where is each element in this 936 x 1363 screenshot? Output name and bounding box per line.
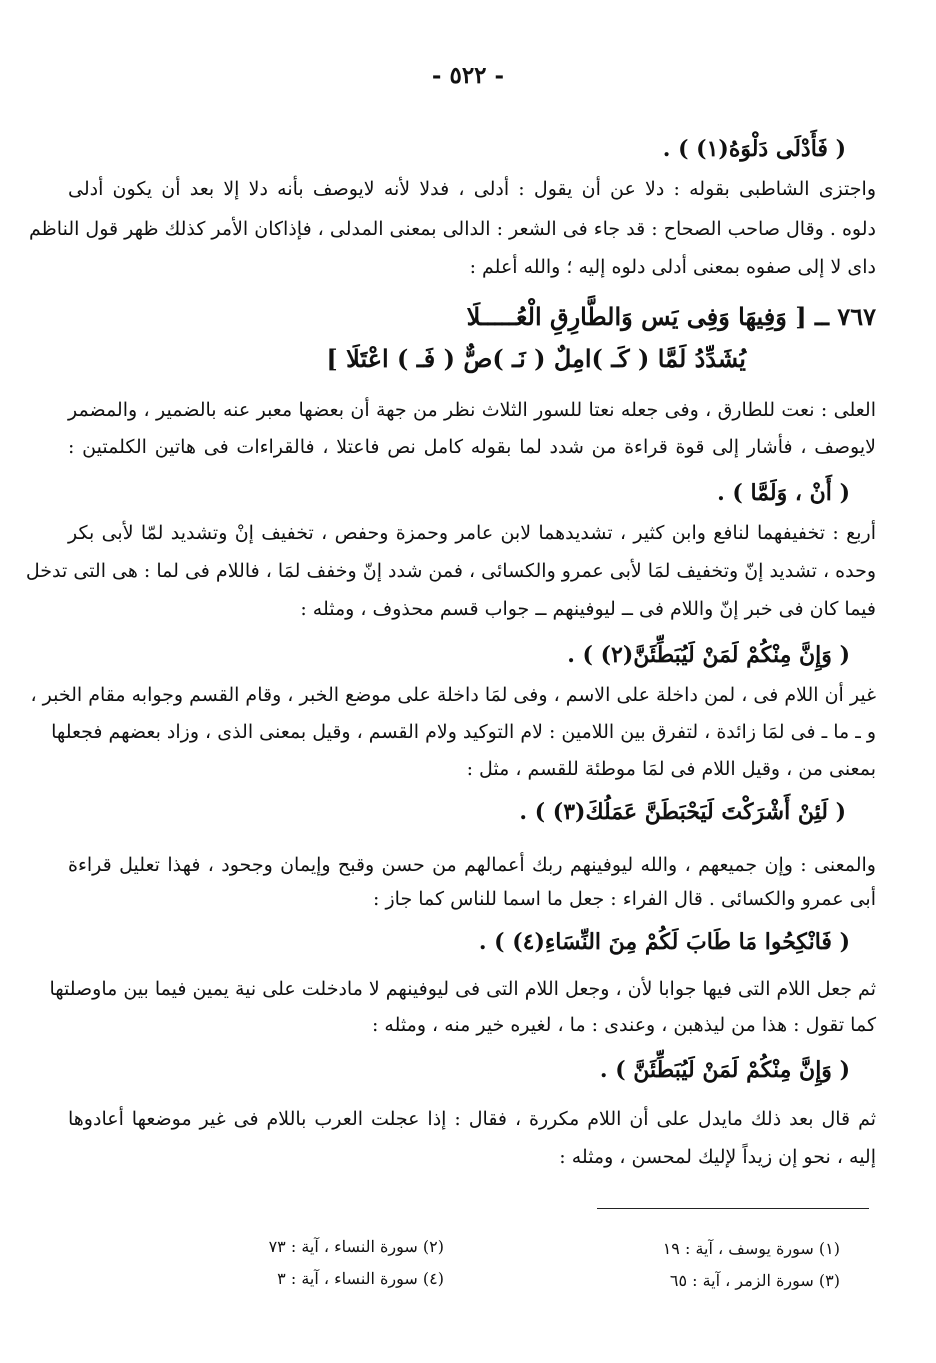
quran-quote: ( أَنْ ، وَلَمَّا ) . xyxy=(717,480,850,506)
paragraph-line: أربع : تخفيفهما لنافع وابن كثير ، تشديدهما لابن عامر وحمزة وحفص ، تخفيف إنْ وتشديد لمّا لأبى بكر xyxy=(68,522,876,544)
paragraph-line: ثم قال بعد ذلك مايدل على أن اللام مكررة ، فقال : إذا عجلت العرب باللام فى غير موضعها أعادوها xyxy=(68,1108,876,1130)
footnote-separator xyxy=(597,1208,869,1209)
footnote-2: (٢) سورة النساء ، آية : ٧٣ xyxy=(268,1237,444,1256)
paragraph-line: ثم جعل اللام التى فيها جوابا لأن ، وجعل اللام التى فى ليوفينهم لا مادخلت على نية يمين فيما بين ماوصلتها xyxy=(49,978,876,1000)
paragraph-line: دلوه . وقال صاحب الصحاح : قد جاء فى الشعر : الدالى بمعنى المدلى ، فإذاكان الأمر كذلك ظهر قول الناظم xyxy=(29,218,876,240)
paragraph-line: والمعنى : وإن جميعهم ، والله ليوفينهم ربك أعمالهم من حسن وقبح وإيمان وجحود ، فهذا تعليل قراءة xyxy=(68,854,876,876)
paragraph-line: فيما كان فى خبر إنّ واللام فى ــ ليوفينهم ــ جواب قسم محذوف ، ومثله : xyxy=(300,598,876,620)
paragraph-line: و ـ ما ـ فى لمَا زائدة ، لتفرق بين اللامين : لام التوكيد ولام القسم ، وقيل بمعنى الذى ، وزاد بعضهم فجعلها xyxy=(51,721,876,743)
paragraph-line: كما تقول : هذا من ليذهبن ، وعندى : ما ، لغيره خير منه ، ومثله : xyxy=(371,1014,876,1036)
poem-verse-line-2: يُشَدِّدُ لَمَّا ( كَـ )امِلٌ ( نَـ )صٌّ ( فَـ ) اعْتَلَا ] xyxy=(326,344,746,373)
paragraph-line: داى لا إلى صفوه بمعنى أدلى دلوه إليه ؛ والله أعلم : xyxy=(469,256,876,278)
paragraph-line: العلى : نعت للطارق ، وفى جعله نعتا للسور الثلاث نظر من جهة أن بعضها معبر عنه بالضمير ، والمضمر xyxy=(68,399,876,421)
footnote-3: (٣) سورة الزمر ، آية : ٦٥ xyxy=(669,1271,840,1290)
poem-verse-line-1: ٧٦٧ ــ [ وَفِيهَا وَفِى يَس وَالطَّارِقِ الْعُـــــلَا xyxy=(466,302,876,331)
page-number: - ٥٢٢ - xyxy=(431,62,505,89)
paragraph-line: وحده ، تشديد إنّ وتخفيف لمَا لأبى عمرو والكسائى ، فمن شدد إنّ وخفف لمَا ، فاللام فى لما : هى التى تدخل xyxy=(25,560,876,582)
paragraph-line: واجتزى الشاطبى بقوله : دلا عن أن يقول : أدلى ، فدلا لأنه لايوصف بأنه دلا إلا بعد أن يكون أدلى xyxy=(68,178,876,200)
paragraph-line: أبى عمرو والكسائى . قال الفراء : جعل ما اسما للناس كما جاز : xyxy=(373,888,876,910)
paragraph-line: غير أن اللام فى ، لمن داخلة على الاسم ، وفى لمَا داخلة على موضع الخبر ، وقام القسم وجوابه مقام الخبر ، xyxy=(30,684,876,706)
footnote-4: (٤) سورة النساء ، آية : ٣ xyxy=(277,1269,444,1288)
quran-quote: ( فَانْكِحُوا مَا طَابَ لَكُمْ مِنَ النِّسَاءِ(٤) ) . xyxy=(478,929,850,955)
quran-quote: ( فَأَدْلَى دَلْوَهُ(١) ) . xyxy=(662,136,846,162)
paragraph-line: إليه ، نحو إن زيداً لإليك لمحسن ، ومثله : xyxy=(559,1146,876,1168)
paragraph-line: بمعنى من ، وقيل اللام فى لمَا موطئة للقسم ، مثل : xyxy=(466,758,876,780)
quran-quote: ( وَإِنَّ مِنْكُمْ لَمَنْ لَيُبَطِّئَنَّ ) . xyxy=(599,1057,850,1083)
quran-quote: ( لَئِنْ أَشْرَكْتَ لَيَحْبَطَنَّ عَمَلُكَ(٣) ) . xyxy=(519,799,846,825)
footnote-1: (١) سورة يوسف ، آية : ١٩ xyxy=(662,1239,840,1258)
quran-quote: ( وَإِنَّ مِنْكُمْ لَمَنْ لَيُبَطِّئَنَّ(٢) ) . xyxy=(567,642,850,668)
paragraph-line: لايوصف ، فأشار إلى قوة قراءة من شدد لما بقوله كامل نص فاعتلا ، فالقراءات فى هاتين الكلمتين : xyxy=(68,436,876,458)
